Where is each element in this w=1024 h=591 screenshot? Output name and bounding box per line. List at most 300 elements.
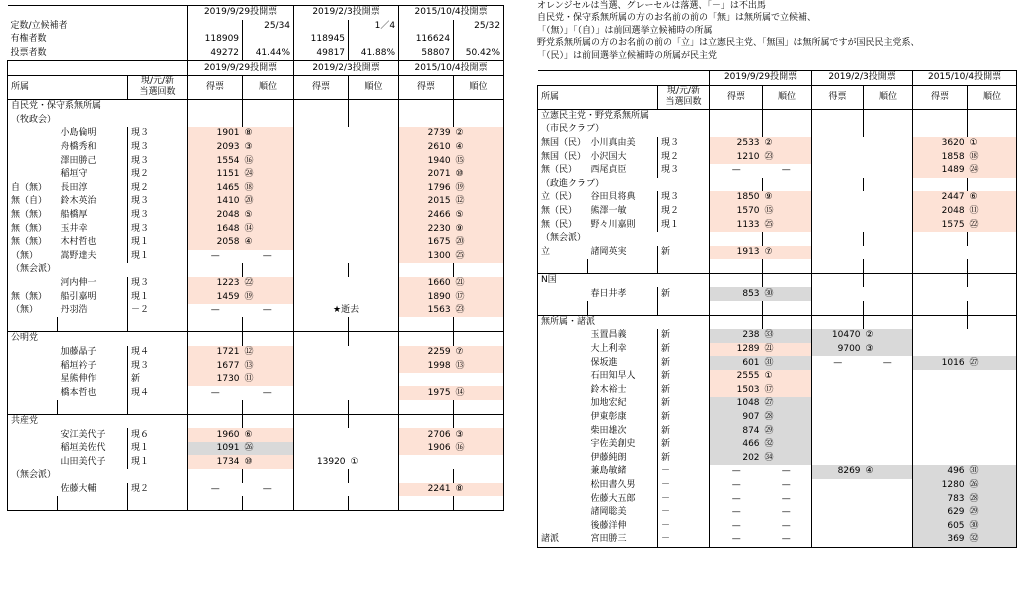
vote-count: — — [710, 533, 763, 547]
rank-mark: ③ — [864, 343, 913, 357]
affiliation-header: 所属 — [538, 85, 658, 109]
candidate-affiliation: 無（民） — [538, 205, 588, 219]
candidate-affiliation — [538, 506, 588, 520]
blank-cell — [454, 400, 504, 414]
vote-count: 3620 — [913, 137, 968, 151]
vote-count — [399, 455, 454, 469]
rank-mark — [454, 455, 504, 469]
candidate-name: 玉置昌義 — [588, 329, 658, 343]
blank-cell — [294, 263, 349, 277]
summary-value: 58807 — [399, 47, 454, 61]
left-election-table — [7, 5, 504, 511]
party-section-label: 自民党・保守系無所属 — [8, 99, 188, 113]
blank-cell — [399, 414, 454, 428]
rank-mark: ㉖ — [243, 442, 294, 456]
candidate-row — [538, 519, 1017, 533]
candidate-status: 新 — [658, 411, 710, 425]
rank-mark — [349, 290, 399, 304]
summary-value: 49817 — [294, 47, 349, 61]
vote-count: 1648 — [188, 222, 243, 236]
candidate-name: 木村哲也 — [58, 236, 128, 250]
vote-count — [294, 127, 349, 141]
blank-cell — [188, 263, 243, 277]
vote-count — [913, 438, 968, 452]
candidate-affiliation — [8, 277, 58, 291]
rank-mark: ⑮ — [763, 205, 812, 219]
blank-cell — [294, 400, 349, 414]
rank-mark: ② — [454, 127, 504, 141]
blank-cell — [763, 178, 812, 192]
blank-cell — [763, 232, 812, 246]
candidate-status: 現３ — [658, 191, 710, 205]
vote-count: 2555 — [710, 370, 763, 384]
blank-cell — [968, 109, 1017, 123]
rank-mark — [349, 386, 399, 400]
party-section-row — [8, 332, 504, 346]
rank-mark — [968, 424, 1017, 438]
candidate-row — [8, 250, 504, 264]
blank-cell — [294, 414, 349, 428]
rank-mark: ⑥ — [968, 191, 1017, 205]
spacer-row — [8, 496, 504, 510]
rank-mark — [349, 359, 399, 373]
blank-cell — [454, 99, 504, 113]
rank-mark — [864, 191, 913, 205]
candidate-status: 現３ — [128, 209, 188, 223]
candidate-row — [8, 290, 504, 304]
blank-cell — [588, 259, 658, 273]
candidate-row — [538, 287, 1017, 301]
candidate-affiliation — [8, 373, 58, 387]
vote-count: 1901 — [188, 127, 243, 141]
candidate-row — [538, 150, 1017, 164]
summary-value — [454, 33, 504, 47]
blank-cell — [538, 259, 588, 273]
candidate-affiliation: 無（無） — [8, 290, 58, 304]
vote-count: 1048 — [710, 397, 763, 411]
rank-mark — [968, 329, 1017, 343]
candidate-row — [538, 356, 1017, 370]
candidate-row — [538, 246, 1017, 260]
vote-count: 1906 — [399, 442, 454, 456]
summary-row — [8, 47, 504, 61]
candidate-row — [538, 191, 1017, 205]
blank-cell — [812, 232, 864, 246]
vote-count: 1151 — [188, 168, 243, 182]
vote-count: 13920 — [294, 455, 349, 469]
candidate-status: 現３ — [128, 127, 188, 141]
blank-cell — [812, 315, 864, 329]
blank-cell — [968, 301, 1017, 315]
vote-count — [294, 182, 349, 196]
rank-mark: ⑧ — [454, 483, 504, 497]
rank-mark: ㉘ — [763, 411, 812, 425]
rank-mark — [968, 343, 1017, 357]
votes-header: 得票 — [294, 75, 349, 99]
vote-count — [913, 246, 968, 260]
rank-mark: ⑯ — [243, 154, 294, 168]
rank-mark: ⑤ — [243, 209, 294, 223]
blank-cell — [188, 469, 243, 483]
candidate-affiliation: （無） — [8, 304, 58, 318]
candidate-name: 大上利幸 — [588, 343, 658, 357]
vote-count: 907 — [710, 411, 763, 425]
candidate-row — [538, 506, 1017, 520]
vote-count: 2610 — [399, 141, 454, 155]
vote-count: 202 — [710, 451, 763, 465]
blank-cell — [864, 301, 913, 315]
note-line: 「（民）」は前回選挙立候補時の所属が民主党 — [537, 50, 718, 61]
candidate-row — [538, 424, 1017, 438]
rank-mark: ㉞ — [763, 451, 812, 465]
blank-cell — [58, 496, 128, 510]
blank-cell — [294, 469, 349, 483]
vote-count: 2466 — [399, 209, 454, 223]
rank-mark — [349, 168, 399, 182]
rank-mark — [864, 164, 913, 178]
candidate-name: 稲垣美佐代 — [58, 442, 128, 456]
blank-cell — [454, 414, 504, 428]
vote-count: 1721 — [188, 346, 243, 360]
candidate-affiliation — [538, 519, 588, 533]
rank-mark — [864, 397, 913, 411]
candidate-name: 小島倫明 — [58, 127, 128, 141]
candidate-status: 現２ — [128, 182, 188, 196]
candidate-status: 新 — [658, 451, 710, 465]
vote-count — [812, 246, 864, 260]
vote-count — [812, 150, 864, 164]
spacer-row — [8, 400, 504, 414]
faction-label: （無会派） — [538, 232, 710, 246]
vote-count — [294, 428, 349, 442]
rank-mark: ㉛ — [968, 465, 1017, 479]
vote-count — [294, 346, 349, 360]
vote-count: 1459 — [188, 290, 243, 304]
rank-mark — [968, 411, 1017, 425]
rank-mark: — — [864, 356, 913, 370]
candidate-affiliation: 無（自） — [8, 195, 58, 209]
candidate-status: 現３ — [128, 141, 188, 155]
blank-cell — [349, 99, 399, 113]
rank-mark: ㉒ — [243, 277, 294, 291]
rank-mark: ㉙ — [763, 424, 812, 438]
vote-count: 2048 — [188, 209, 243, 223]
rank-mark: ㉗ — [968, 356, 1017, 370]
candidate-name: 橋本哲也 — [58, 386, 128, 400]
candidate-row — [538, 205, 1017, 219]
candidate-affiliation — [538, 370, 588, 384]
vote-count — [812, 411, 864, 425]
candidate-name: 諸岡聡美 — [588, 506, 658, 520]
candidate-affiliation — [538, 411, 588, 425]
rank-mark: ㉔ — [243, 168, 294, 182]
vote-count: 1210 — [710, 150, 763, 164]
rank-mark: ⑫ — [454, 195, 504, 209]
rank-mark: ⑬ — [243, 359, 294, 373]
rank-mark: ㉕ — [454, 250, 504, 264]
candidate-name: 谷田貝将典 — [588, 191, 658, 205]
candidate-row — [8, 359, 504, 373]
rank-mark: — — [763, 533, 812, 547]
candidate-row — [538, 465, 1017, 479]
summary-value — [399, 20, 454, 34]
vote-count: — — [188, 304, 243, 318]
candidate-affiliation — [8, 428, 58, 442]
blank-cell — [812, 109, 864, 123]
candidate-affiliation — [538, 438, 588, 452]
blank-cell — [710, 301, 763, 315]
vote-count — [913, 411, 968, 425]
candidate-affiliation: 無（民） — [538, 218, 588, 232]
rank-mark: ㉚ — [968, 519, 1017, 533]
blank-cell — [8, 61, 188, 76]
candidate-name: 加地宏紀 — [588, 397, 658, 411]
candidate-name: 河内伸一 — [58, 277, 128, 291]
candidate-affiliation — [538, 479, 588, 493]
rank-header: 順位 — [763, 85, 812, 109]
vote-count — [913, 329, 968, 343]
summary-value: 49272 — [188, 47, 243, 61]
blank-cell — [243, 400, 294, 414]
vote-count: 1850 — [710, 191, 763, 205]
vote-count: 1890 — [399, 290, 454, 304]
rank-mark: ⑬ — [454, 359, 504, 373]
vote-count — [812, 533, 864, 547]
vote-count: 9700 — [812, 343, 864, 357]
vote-count: 10470 — [812, 329, 864, 343]
vote-count — [294, 250, 349, 264]
candidate-status: － — [658, 479, 710, 493]
candidate-status: 新 — [128, 373, 188, 387]
blank-cell — [710, 109, 763, 123]
blank-cell — [710, 123, 763, 137]
candidate-affiliation: 立（民） — [538, 191, 588, 205]
candidate-affiliation — [8, 359, 58, 373]
blank-cell — [864, 273, 913, 287]
candidate-affiliation: 自（無） — [8, 182, 58, 196]
candidate-name: 兼島敏緒 — [588, 465, 658, 479]
rank-mark: — — [763, 506, 812, 520]
rank-mark: ② — [763, 137, 812, 151]
blank-cell — [812, 273, 864, 287]
vote-count — [812, 370, 864, 384]
candidate-name: 保坂進 — [588, 356, 658, 370]
vote-count — [812, 438, 864, 452]
rank-mark — [864, 370, 913, 384]
rank-mark: ⑳ — [454, 236, 504, 250]
candidate-name: 稲垣守 — [58, 168, 128, 182]
vote-count: 853 — [710, 287, 763, 301]
vote-count — [913, 451, 968, 465]
vote-count: — — [812, 356, 864, 370]
vote-count: 605 — [913, 519, 968, 533]
party-section-label: 公明党 — [8, 332, 188, 346]
candidate-row — [538, 492, 1017, 506]
blank-cell — [294, 332, 349, 346]
rank-mark: ⑭ — [243, 222, 294, 236]
rank-mark: — — [763, 465, 812, 479]
rank-mark: — — [243, 483, 294, 497]
candidate-row — [8, 277, 504, 291]
candidate-status: 新 — [658, 356, 710, 370]
rank-mark: ⑨ — [763, 191, 812, 205]
blank-cell — [243, 99, 294, 113]
blank-cell — [913, 315, 968, 329]
candidate-status: 新 — [658, 246, 710, 260]
rank-mark: ㉓ — [763, 150, 812, 164]
rank-header: 順位 — [349, 75, 399, 99]
candidate-name: 伊藤純朗 — [588, 451, 658, 465]
vote-count — [812, 287, 864, 301]
blank-cell — [8, 317, 58, 331]
vote-count: 1940 — [399, 154, 454, 168]
candidate-affiliation — [538, 424, 588, 438]
rank-header: 順位 — [968, 85, 1017, 109]
candidate-name: 諸岡英実 — [588, 246, 658, 260]
vote-count — [913, 370, 968, 384]
candidate-status: 現３ — [658, 164, 710, 178]
vote-count — [812, 519, 864, 533]
blank-cell — [399, 469, 454, 483]
candidate-status: 現３ — [128, 277, 188, 291]
blank-cell — [864, 109, 913, 123]
summary-value: 116624 — [399, 33, 454, 47]
right-table-body — [538, 71, 1017, 548]
votes-header: 得票 — [399, 75, 454, 99]
candidate-status: 現４ — [128, 346, 188, 360]
rank-header: 順位 — [864, 85, 913, 109]
summary-label: 投票者数 — [10, 48, 47, 59]
blank-cell — [8, 496, 58, 510]
candidate-name: 春日井孝 — [588, 287, 658, 301]
vote-count: 1133 — [710, 218, 763, 232]
blank-cell — [658, 259, 710, 273]
blank-cell — [538, 71, 710, 86]
candidate-affiliation: 無国（民） — [538, 137, 588, 151]
vote-count — [294, 154, 349, 168]
vote-count — [812, 137, 864, 151]
blank-cell — [399, 99, 454, 113]
rank-mark: ⑩ — [454, 168, 504, 182]
candidate-affiliation — [538, 451, 588, 465]
rank-mark: ④ — [864, 465, 913, 479]
rank-mark: ㉘ — [968, 492, 1017, 506]
rank-mark: ③ — [243, 141, 294, 155]
candidate-status: 現３ — [658, 137, 710, 151]
blank-cell — [243, 317, 294, 331]
blank-cell — [710, 259, 763, 273]
vote-count — [294, 483, 349, 497]
vote-count — [294, 290, 349, 304]
candidate-status: 新 — [658, 329, 710, 343]
votes-header: 得票 — [812, 85, 864, 109]
candidate-affiliation: 無国（民） — [538, 150, 588, 164]
election-date-header: 2019/9/29投開票 — [188, 6, 294, 20]
blank-cell — [812, 259, 864, 273]
vote-count: 2706 — [399, 428, 454, 442]
spacer-row — [8, 317, 504, 331]
blank-cell — [763, 301, 812, 315]
candidate-status: 現１ — [128, 290, 188, 304]
rank-mark — [864, 150, 913, 164]
candidate-affiliation: 諸派 — [538, 533, 588, 547]
blank-cell — [349, 414, 399, 428]
blank-cell — [188, 332, 243, 346]
vote-count: 2533 — [710, 137, 763, 151]
blank-cell — [864, 123, 913, 137]
candidate-affiliation — [538, 397, 588, 411]
faction-label: （牧政会） — [8, 114, 188, 128]
rank-header: 順位 — [454, 75, 504, 99]
blank-cell — [968, 232, 1017, 246]
vote-count: 1730 — [188, 373, 243, 387]
vote-count: 1223 — [188, 277, 243, 291]
candidate-affiliation: （無） — [8, 250, 58, 264]
vote-count: — — [188, 483, 243, 497]
blank-cell — [128, 317, 188, 331]
spacer-row — [538, 259, 1017, 273]
candidate-affiliation — [538, 465, 588, 479]
candidate-row — [8, 154, 504, 168]
vote-count: 2071 — [399, 168, 454, 182]
candidate-affiliation — [8, 141, 58, 155]
date-header-row — [8, 6, 504, 20]
election-date-header: 2019/2/3投開票 — [294, 6, 399, 20]
candidate-status: －２ — [128, 304, 188, 318]
rank-mark — [349, 154, 399, 168]
candidate-row — [8, 483, 504, 497]
faction-label: （政進クラブ） — [538, 178, 710, 192]
vote-count — [913, 343, 968, 357]
rank-mark — [864, 492, 913, 506]
vote-count — [294, 442, 349, 456]
candidate-row — [538, 137, 1017, 151]
blank-cell — [454, 317, 504, 331]
blank-cell — [243, 263, 294, 277]
candidate-row — [538, 411, 1017, 425]
rank-mark: ① — [349, 455, 399, 469]
note-line: 野党系無所属の方のお名前の前の「立」は立憲民主党、「無国」は無所属ですが国民民主党系、 — [537, 38, 920, 49]
rank-mark: ① — [968, 137, 1017, 151]
candidate-affiliation — [538, 343, 588, 357]
vote-count: 1503 — [710, 383, 763, 397]
blank-cell — [454, 114, 504, 128]
blank-cell — [864, 178, 913, 192]
blank-cell — [58, 317, 128, 331]
vote-count: 601 — [710, 356, 763, 370]
vote-count — [812, 191, 864, 205]
vote-count — [294, 222, 349, 236]
summary-value: 1／4 — [349, 20, 399, 34]
vote-count: — — [188, 250, 243, 264]
vote-count — [812, 506, 864, 520]
blank-cell — [188, 317, 243, 331]
party-section-label: 共産党 — [8, 414, 188, 428]
rank-mark: ⑦ — [454, 346, 504, 360]
blank-cell — [399, 317, 454, 331]
vote-count: 369 — [913, 533, 968, 547]
faction-label: （無会派） — [8, 469, 188, 483]
candidate-row — [538, 383, 1017, 397]
faction-row — [8, 263, 504, 277]
rank-mark — [349, 182, 399, 196]
blank-cell — [913, 301, 968, 315]
candidate-status: 現３ — [128, 195, 188, 209]
rank-mark — [349, 483, 399, 497]
candidate-affiliation — [538, 287, 588, 301]
vote-count: — — [710, 479, 763, 493]
candidate-name: 熊澤一敏 — [588, 205, 658, 219]
